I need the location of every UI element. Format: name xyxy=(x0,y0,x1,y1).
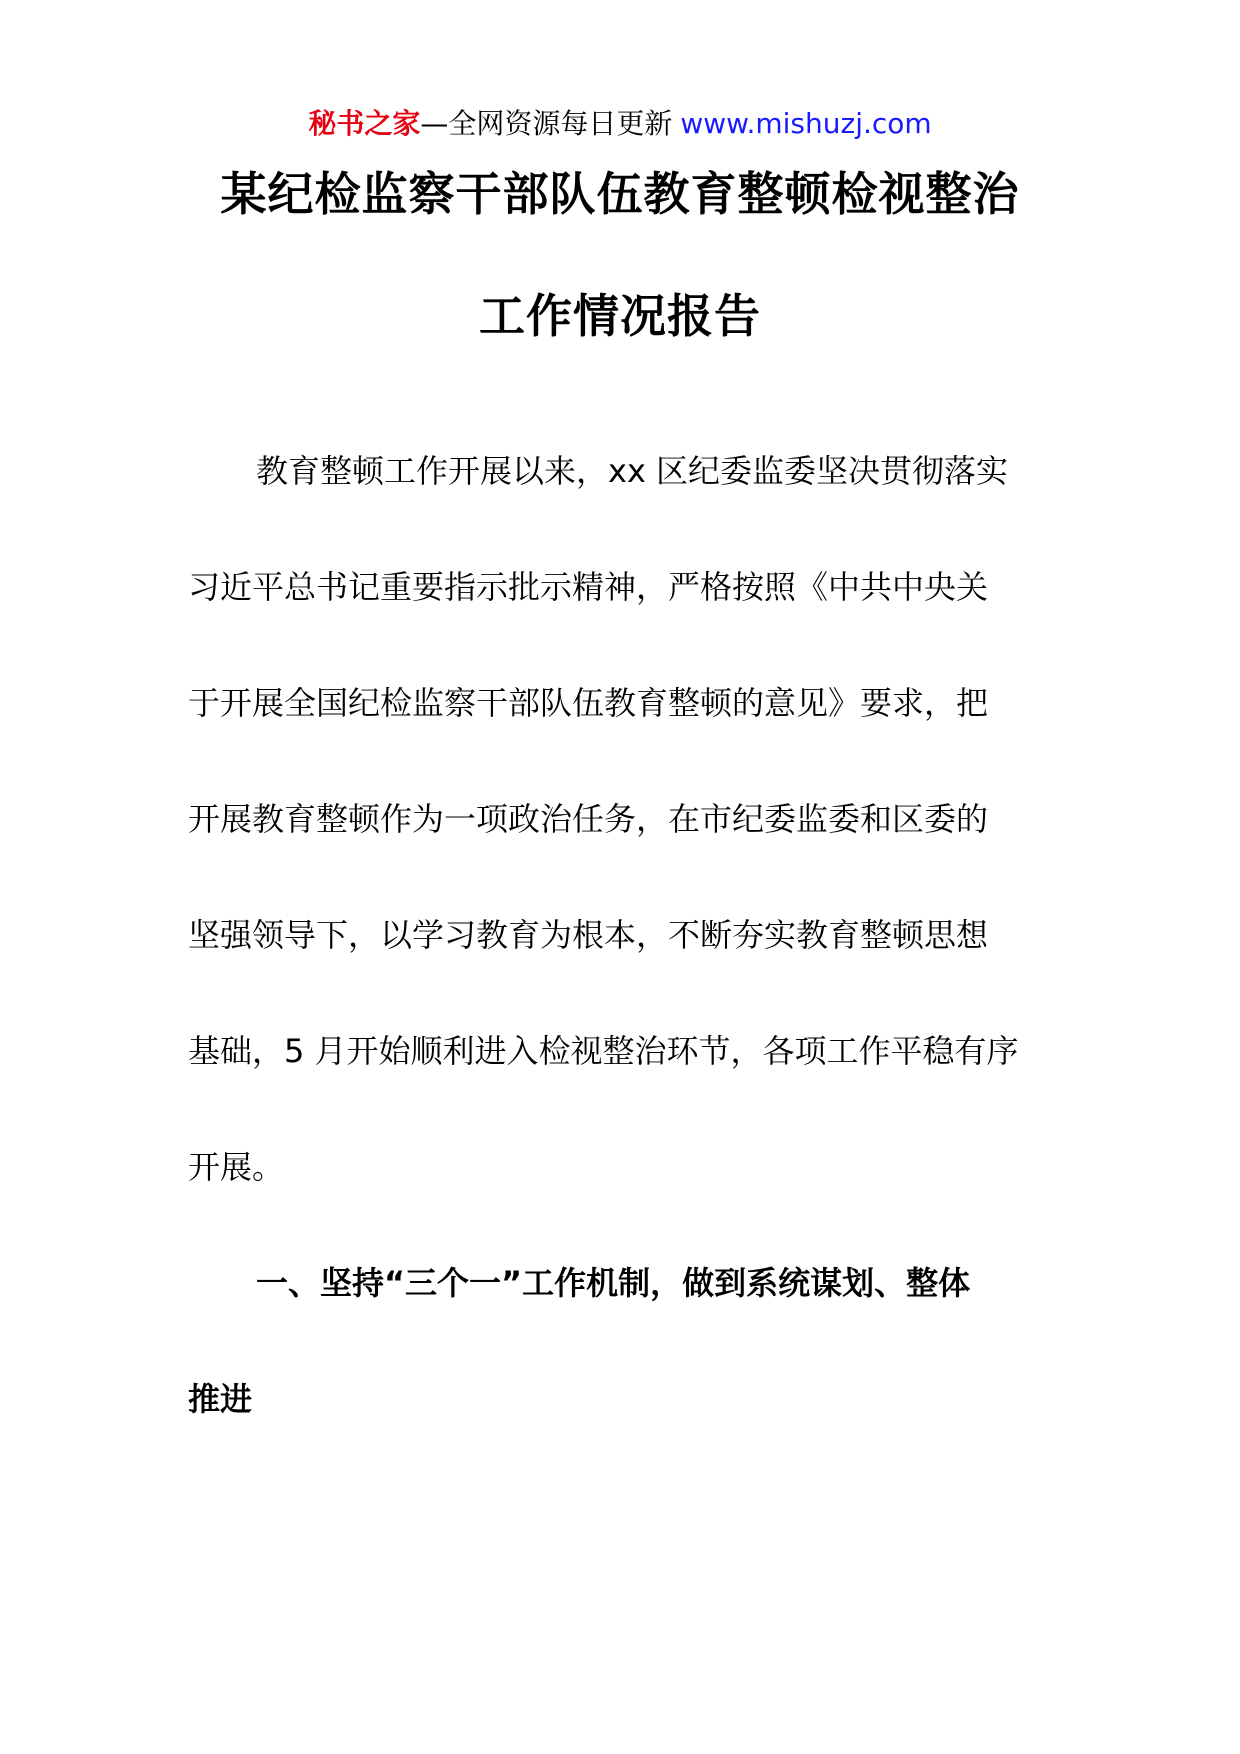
paragraph-1-line-1: 教育整顿工作开展以来，xx 区纪委监委坚决贯彻落实 xyxy=(256,452,1009,490)
paragraph-1-line-4: 开展教育整顿作为一项政治任务，在市纪委监委和区委的 xyxy=(188,800,989,838)
section-heading-1-line-2: 推进 xyxy=(188,1380,253,1418)
site-header xyxy=(0,104,1240,144)
brand-name: 秘书之家 xyxy=(308,107,421,140)
paragraph-1-line-2: 习近平总书记重要指示批示精神，严格按照《中共中央关 xyxy=(188,568,989,606)
paragraph-1-line-3: 于开展全国纪检监察干部队伍教育整顿的意见》要求，把 xyxy=(188,684,989,722)
paragraph-1-line-7: 开展。 xyxy=(188,1148,285,1186)
document-title-line-1: 某纪检监察干部队伍教育整顿检视整治 xyxy=(220,167,1020,221)
paragraph-1-line-5: 坚强领导下，以学习教育为根本，不断夯实教育整顿思想 xyxy=(188,916,989,954)
section-heading-1-line-1: 一、坚持“三个一”工作机制，做到系统谋划、整体 xyxy=(256,1264,971,1302)
document-title-line-2: 工作情况报告 xyxy=(479,289,761,343)
paragraph-1-line-6: 基础，5 月开始顺利进入检视整治环节，各项工作平稳有序 xyxy=(188,1032,1019,1070)
site-url[interactable]: www.mishuzj.com xyxy=(680,107,932,140)
header-slogan: —全网资源每日更新 xyxy=(420,107,673,140)
